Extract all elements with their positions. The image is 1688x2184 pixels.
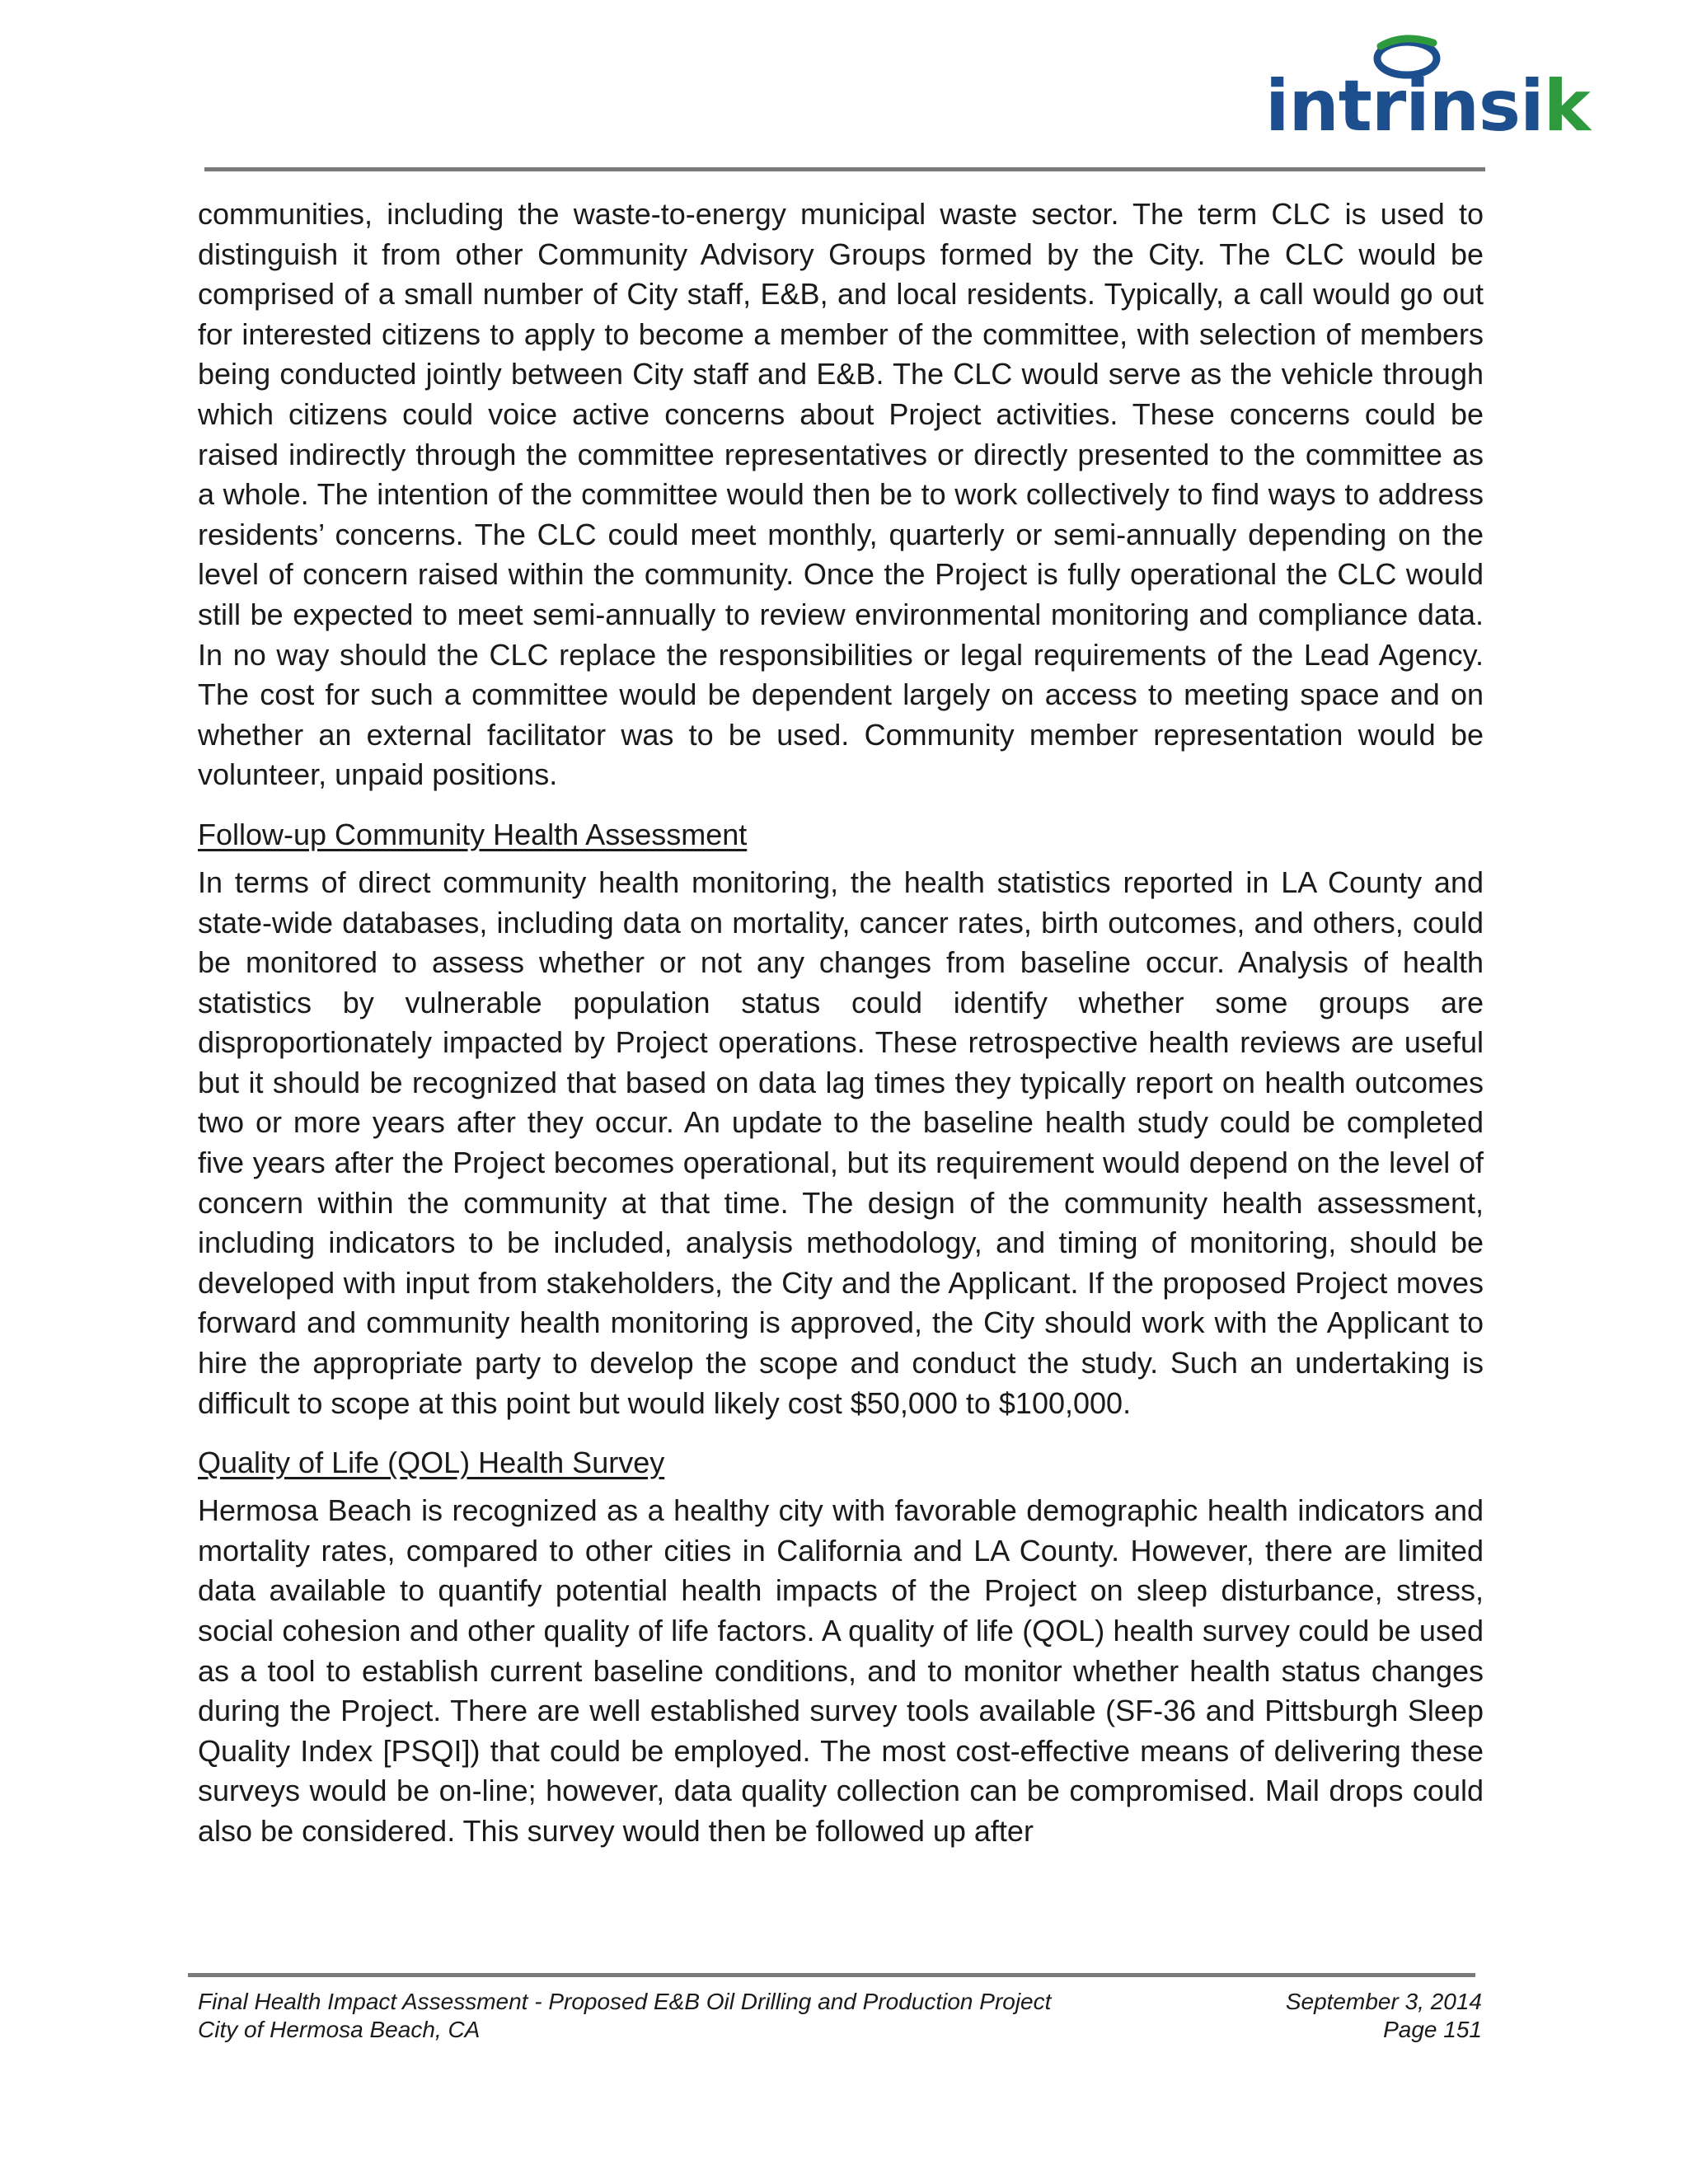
page-footer [198, 1988, 1482, 2044]
section-heading-community-health: Follow-up Community Health Assessment [198, 817, 748, 851]
footer-date: September 3, 2014 [1285, 1989, 1482, 2014]
paragraph-clc: communities, including the waste-to-energy municipal waste sector. The term CLC is used to distinguish it from other Community Advisory Groups formed by the City. The CLC would be comprised of a small number of City staff, E&B, and local residents. Typically, a call would go out for interested citizens to apply to become a member of the committee, with selection of members being conducted jointly between City staff and E&B. The CLC would serve as the vehicle through which citizens could voice active concerns about Project activities. These concerns could be raised indirectly through the committee representatives or directly presented to the committee as a whole. The intention of the committee would then be to work collectively to find ways to address residents’ concerns. The CLC could meet monthly, quarterly or semi-annually depending on the level of concern raised within the community. Once the Project is fully operational the CLC would still be expected to meet semi-annually to review environmental monitoring and compliance data. In no way should the CLC replace the responsibilities or legal requirements of the Lead Agency. The cost for such a committee would be dependent largely on access to meeting space and on whether an external facilitator was to be used. Community member representation would be volunteer, unpaid positions. [198, 197, 1484, 792]
intrinsik-logo [1265, 31, 1590, 148]
logo-wordmark-accent: k [1543, 65, 1590, 148]
paragraph-qol-survey: Hermosa Beach is recognized as a healthy city with favorable demographic health indicators and mortality rates, compared to other cities in California and LA County. However, there are limited data available to quantify potential health impacts of the Project on sleep disturbance, stress, social cohesion and other quality of life factors. A quality of life (QOL) health survey could be used as a tool to establish current baseline conditions, and to monitor whether health status changes during the Project. There are well established survey tools available (SF-36 and Pittsburgh Sleep Quality Index [PSQI]) that could be employed. The most cost-effective means of delivering these surveys would be on-line; however, data quality collection can be compromised. Mail drops could also be considered. This survey would then be followed up after [198, 1493, 1484, 1848]
paragraph-community-health: In terms of direct community health monitoring, the health statistics reported in LA County and state-wide databases, including data on mortality, cancer rates, birth outcomes, and others, could be monitored to assess whether or not any changes from baseline occur. Analysis of health statistics by vulnerable population status could identify whether some groups are disproportionately impacted by Project operations. These retrospective health reviews are useful but it should be recognized that based on data lag times they typically report on health outcomes two or more years after they occur. An update to the baseline health study could be completed five years after the Project becomes operational, but its requirement would depend on the level of concern within the community at that time. The design of the community health assessment, including indicators to be included, analysis methodology, and timing of monitoring, should be developed with input from stakeholders, the City and the Applicant. If the proposed Project moves forward and community health monitoring is approved, the City should work with the Applicant to hire the appropriate party to develop the scope and conduct the study. Such an undertaking is difficult to scope at this point but would likely cost $50,000 to $100,000. [198, 865, 1484, 1420]
logo-wordmark: intrinsik [1265, 65, 1590, 148]
section-heading-qol-survey: Quality of Life (QOL) Health Survey [198, 1446, 665, 1480]
page-body [198, 194, 1484, 1852]
footer-rule [188, 1973, 1475, 1977]
footer-document-title: Final Health Impact Assessment - Proposed E&B Oil Drilling and Production Project [198, 1989, 1052, 2014]
footer-location: City of Hermosa Beach, CA [198, 2017, 481, 2042]
header-rule [204, 167, 1485, 171]
footer-page-number: Page 151 [1383, 2017, 1482, 2042]
